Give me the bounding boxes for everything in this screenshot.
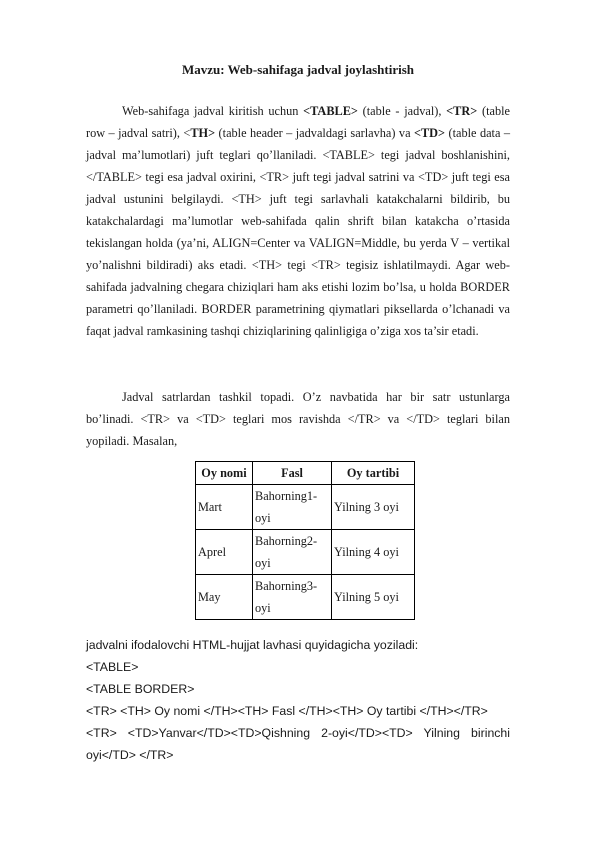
tag-th-bold: TH> — [190, 126, 216, 140]
second-paragraph — [86, 386, 510, 452]
tag-td-bold: <TD> — [413, 126, 446, 140]
table-cell: Aprel — [196, 530, 253, 575]
table-cell: Mart — [196, 485, 253, 530]
header-cell: Fasl — [253, 462, 332, 485]
text-segment: (table - jadval), — [357, 104, 447, 118]
intro-paragraph — [86, 100, 510, 342]
text-segment: (table header – jadvaldagi sarlavha) va — [215, 126, 414, 140]
table-cell: Yilning 4 oyi — [332, 530, 415, 575]
table-row — [196, 485, 415, 530]
code-line: <TABLE> — [86, 660, 139, 674]
text-segment: (table row – jadval satri), < — [86, 104, 510, 140]
page-title: Mavzu: Web-sahifaga jadval joylashtirish — [182, 62, 414, 77]
code-listing — [86, 634, 510, 766]
code-line: oyi</TD> </TR> — [86, 748, 174, 762]
text-segment: Web-sahifaga jadval kiritish uchun — [122, 104, 304, 118]
code-line: jadvalni ifodalovchi HTML-hujjat lavhasi quyidagicha yoziladi: — [86, 638, 419, 652]
table-cell: Yilning 5 oyi — [332, 575, 415, 620]
tag-tr-bold: <TR> — [446, 104, 478, 118]
tag-table-bold: <TABLE> — [303, 104, 358, 118]
code-line: <TR> <TH> Oy nomi </TH><TH> Fasl </TH><TH> Oy tartibi </TH></TR> — [86, 704, 488, 718]
table-cell: Bahorning1-oyi — [253, 485, 332, 530]
table-row — [196, 530, 415, 575]
text-segment: (table data – jadval ma’lumotlari) juft teglari qo’llaniladi. <TABLE> tegi jadval boshlanishini, </TABLE> tegi esa jadval oxirini, <TR> juft tegi jadval satrini va <TD> juft tegi esa jadval ustunini belgilaydi. <TH> juft tegi sarlavhali katakchalarni bildirib, bu katakchalardagi ma’lumotlar web-sahifada qalin shrift bilan katakcha o’rtasida tekislangan holda (ya’ni, ALIGN=Center va VALIGN=Middle, bu yerda V – vertikal yo’nalishni bildiradi) aks etadi. <TH> tegi <TR> tegisiz ishlatilmaydi. Agar web-sahifada jadvalning chegara chiziqlari ham aks etishi lozim bo’lsa, u holda BORDER parametri qo’llaniladi. BORDER parametrining qiymatlari piksellarda o’lchanadi va faqat jadval ramkasining tashqi chiziqlarining qalinligiga o’ziga xos ta’sir etadi. — [86, 126, 511, 338]
table-cell: May — [196, 575, 253, 620]
code-line: <TABLE BORDER> — [86, 682, 195, 696]
table-cell: Yilning 3 oyi — [332, 485, 415, 530]
paragraph-text: Jadval satrlardan tashkil topadi. O’z navbatida har bir satr ustunlarga bo’linadi. <TR> va <TD> teglari mos ravishda </TR> va </TD> teglari bilan yopiladi. Masalan, — [86, 390, 510, 448]
table-cell: Bahorning3-oyi — [253, 575, 332, 620]
header-cell: Oy nomi — [196, 462, 253, 485]
header-cell: Oy tartibi — [332, 462, 415, 485]
code-line: <TR> <TD>Yanvar</TD><TD>Qishning 2-oyi</TD><TD> Yilning birinchi — [86, 726, 510, 740]
table-cell: Bahorning2-oyi — [253, 530, 332, 575]
table-header-row — [196, 462, 415, 485]
example-table — [195, 461, 415, 620]
table-row — [196, 575, 415, 620]
